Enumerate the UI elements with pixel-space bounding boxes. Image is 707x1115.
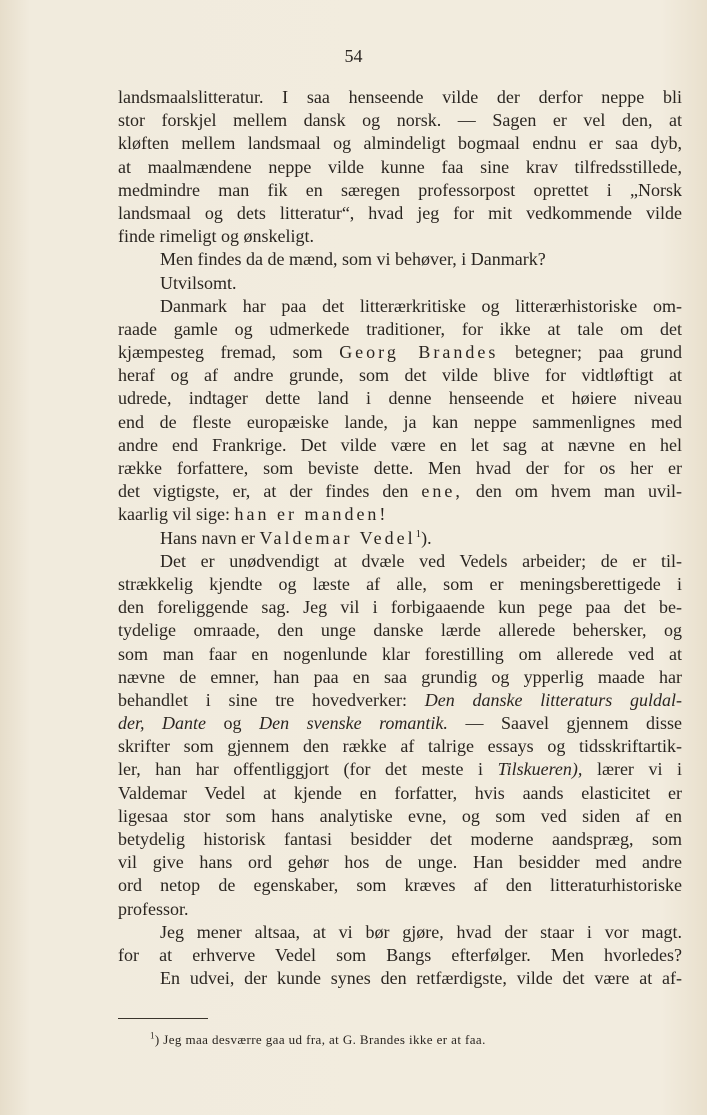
text-segment: det vigtigste, er, at der findes den: [118, 481, 409, 502]
text-line: heraf og af andre grunde, som det vilde blive for vidtløftigt at: [118, 365, 682, 386]
italic-title: Den danske litteraturs guldal-: [424, 689, 682, 710]
text-line: række forfattere, som beviste dette. Men hvad der for os her er: [118, 458, 682, 478]
text-line: Danmark har paa det litterærkritiske og litterærhistoriske om-: [160, 295, 682, 316]
text-line: professor.: [118, 898, 189, 919]
text-line: strækkelig kjendte og læste af alle, som er meningsberettigede i: [118, 573, 682, 594]
text-line: landsmaalslitteratur. I saa henseende vilde der derfor neppe bli: [118, 87, 682, 107]
text-segment: behandlet i sine tre hovedverker:: [118, 689, 407, 710]
text-line: nævne de emner, han paa en saa grundig og ypperlig maade har: [118, 666, 682, 687]
text-line: end de fleste europæiske lande, ja kan neppe sammenlignes med: [118, 411, 682, 432]
text-line: finde rimeligt og ønskeligt.: [118, 226, 314, 247]
text-line: Men findes da de mænd, som vi behøver, i Danmark?: [160, 249, 546, 270]
text-line: landsmaal og dets litteratur“, hvad jeg for mit vedkommende vilde: [118, 202, 682, 223]
text-line: Det er unødvendigt at dvæle ved Vedels arbeider; de er til-: [160, 550, 682, 571]
text-line: [118, 480, 682, 503]
text-segment: kjæmpesteg fremad, som: [118, 342, 323, 363]
text-segment: ).: [421, 527, 432, 548]
footnote-marker: 1: [150, 1030, 155, 1041]
text-segment: lærer vi i: [596, 759, 682, 780]
italic-title: der, Dante: [118, 713, 207, 734]
text-line: den foreliggende sag. Jeg vil i forbigaaende kun pege paa det be-: [118, 597, 682, 618]
text-segment: kaarlig vil sige:: [118, 504, 230, 525]
text-line: kløften mellem landsmaal og almindeligt bogmaal endnu er saa dyb,: [118, 133, 682, 154]
text-line: [118, 527, 682, 550]
footnote: [150, 1032, 486, 1048]
footnote-text: ) Jeg maa desværre gaa ud fra, at G. Brandes ikke er at faa.: [154, 1032, 486, 1047]
italic-title: Den svenske romantik.: [259, 713, 448, 734]
text-segment: — Saavel gjennem disse: [465, 713, 682, 734]
text-line: [118, 758, 682, 781]
footnote-ref: 1: [415, 527, 422, 540]
text-segment: Hans navn er: [160, 527, 255, 548]
text-line: medmindre man fik en særegen professorpost oprettet i „Norsk: [118, 179, 682, 200]
page-number: 54: [344, 46, 363, 66]
text-line: vil give hans ord gehør hos de unge. Han besidder med andre: [118, 852, 682, 873]
text-line: som man faar en nogenlunde klar forestilling om allerede ved at: [118, 643, 682, 664]
text-line: tydelige omraade, den unge danske lærde allerede behersker, og: [118, 620, 682, 641]
text-line: Jeg mener altsaa, at vi bør gjøre, hvad der staar i vor magt.: [160, 921, 682, 942]
text-line: skrifter som gjennem den række af talrige essays og tidsskriftartik-: [118, 736, 682, 757]
text-line: [118, 503, 682, 526]
emphasized-name: Georg Brandes: [339, 342, 499, 363]
text-line: betydelig historisk fantasi besidder det moderne aandspræg, som: [118, 829, 682, 849]
italic-title: Tilskueren),: [497, 759, 583, 780]
text-line: [118, 689, 682, 712]
text-line: [118, 341, 682, 364]
text-line: Valdemar Vedel at kjende en forfatter, hvis aands elasticitet er: [118, 782, 682, 803]
text-segment: den om hvem man uvil-: [475, 481, 683, 502]
text-line: ligesaa stor som hans analytiske evne, og som ved siden af en: [118, 805, 682, 826]
text-line: udrede, indtager dette land i denne henseende et høiere niveau: [118, 388, 682, 409]
text-line: En udvei, der kunde synes den retfærdigste, vilde det være at af-: [160, 968, 682, 989]
text-line: stor forskjel mellem dansk og norsk. — Sagen er vel den, at: [118, 110, 682, 131]
text-line: ord netop de egenskaber, som kræves af den litteraturhistoriske: [118, 875, 682, 896]
body-text: [118, 86, 682, 990]
text-line: at maalmændene neppe vilde kunne faa sine krav tilfredsstillede,: [118, 156, 682, 177]
emphasized-phrase: han er manden!: [234, 504, 389, 525]
text-segment: betegner; paa grund: [514, 342, 683, 363]
text-segment: og: [223, 713, 242, 734]
text-line: andre end Frankrige. Det vilde være en let sag at nævne en hel: [118, 434, 682, 455]
text-line: [118, 712, 682, 735]
emphasized-word: ene,: [421, 481, 463, 502]
text-line: for at erhverve Vedel som Bangs efterfølger. Men hvorledes?: [118, 944, 682, 965]
text-line: Utvilsomt.: [160, 272, 237, 293]
emphasized-name: Valdemar Vedel: [259, 527, 416, 548]
footnote-divider: [118, 1018, 208, 1019]
text-line: raade gamle og udmerkede traditioner, for ikke at tale om det: [118, 318, 682, 339]
text-segment: ler, han har offentliggjort (for det meste i: [118, 759, 484, 780]
